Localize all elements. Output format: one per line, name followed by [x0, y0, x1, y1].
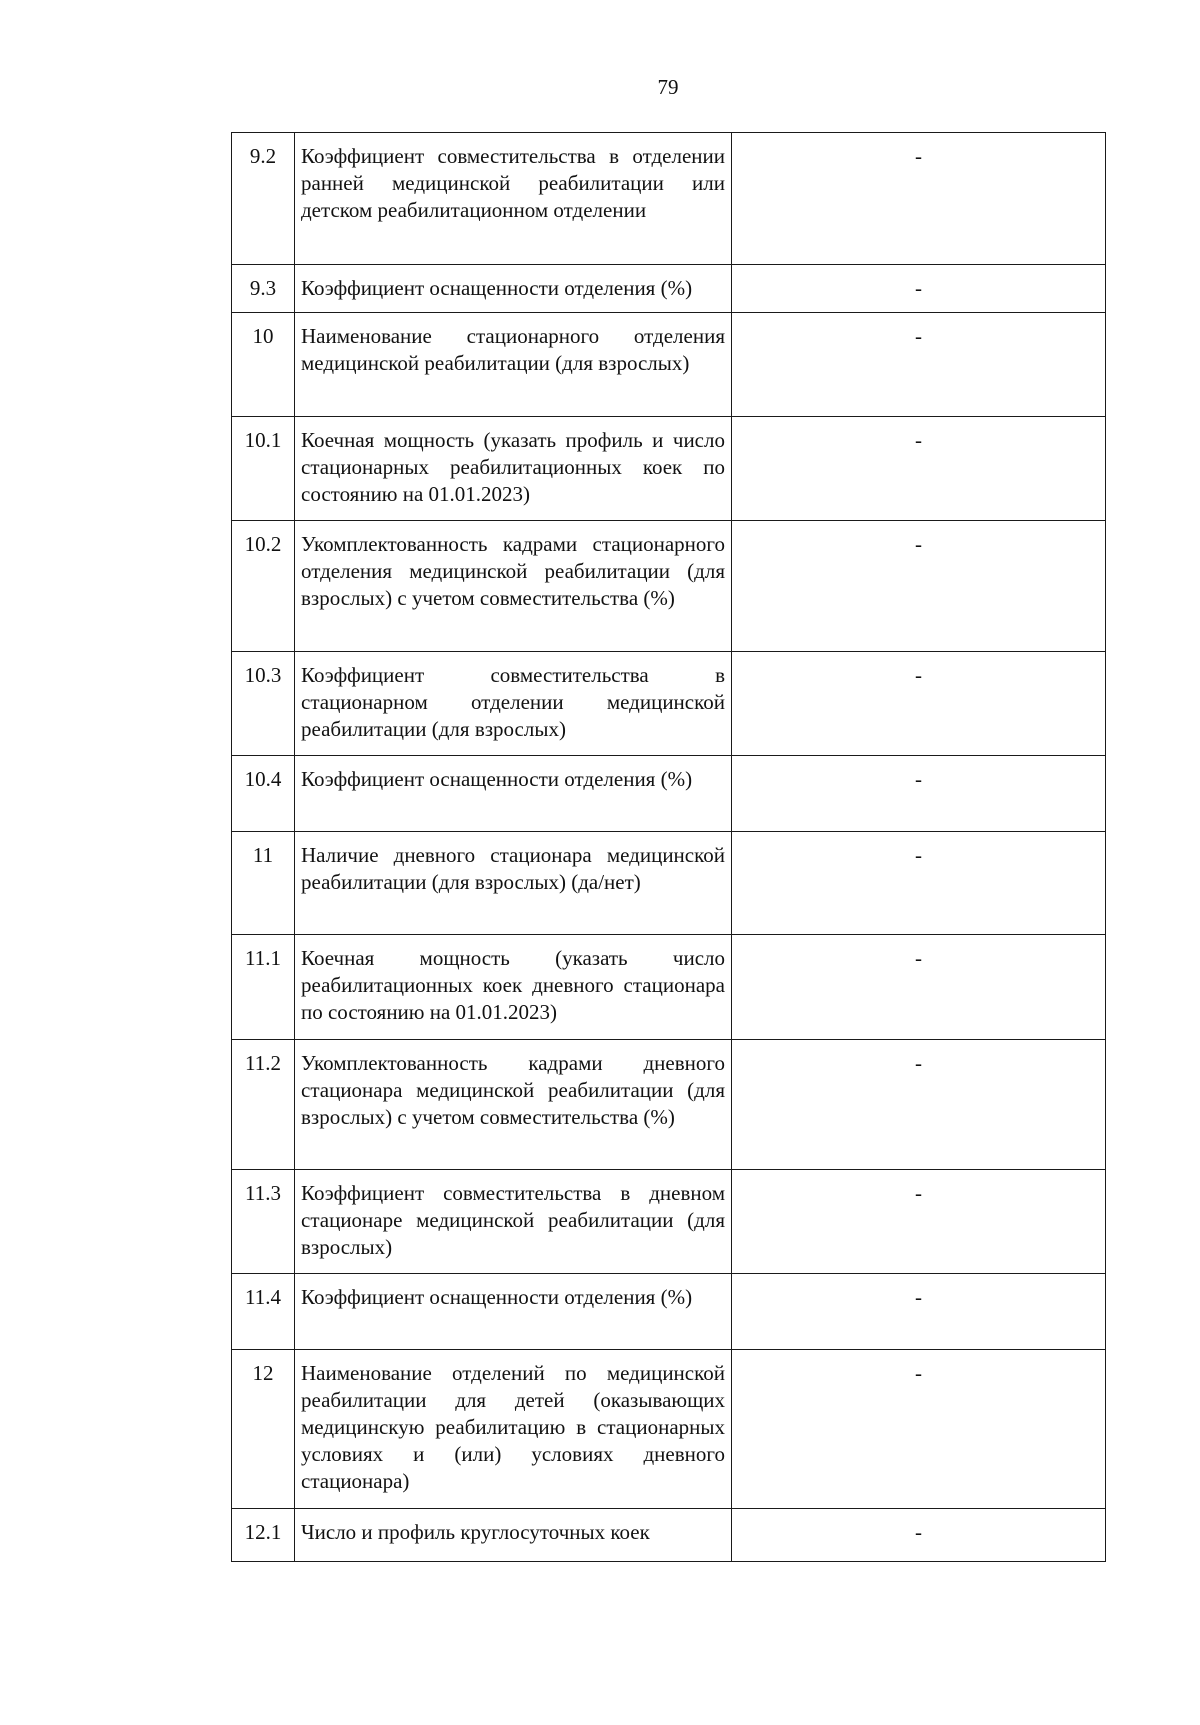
row-number: 12.1: [232, 1509, 295, 1562]
row-text: Коэффициент совместительства в дневном стационаре медицинской реабилитации (для взрослых): [295, 1170, 732, 1274]
table-row: [232, 1274, 1106, 1350]
row-text: Укомплектованность кадрами стационарного отделения медицинской реабилитации (для взрослых) с учетом совместительства (%): [295, 521, 732, 652]
row-value: -: [732, 1509, 1106, 1562]
table-row: [232, 133, 1106, 265]
row-value: -: [732, 1350, 1106, 1509]
table-row: [232, 1040, 1106, 1170]
row-number: 10.1: [232, 417, 295, 521]
row-number: 10.4: [232, 756, 295, 832]
table-row: [232, 313, 1106, 417]
row-value: -: [732, 265, 1106, 313]
table-row: [232, 832, 1106, 935]
row-text: Коечная мощность (указать число реабилитационных коек дневного стационара по состоянию на 01.01.2023): [295, 935, 732, 1040]
table-row: [232, 935, 1106, 1040]
row-text: Наличие дневного стационара медицинской реабилитации (для взрослых) (да/нет): [295, 832, 732, 935]
table-row: [232, 417, 1106, 521]
row-number: 11.1: [232, 935, 295, 1040]
row-value: -: [732, 652, 1106, 756]
row-value: -: [732, 313, 1106, 417]
table-row: [232, 1170, 1106, 1274]
row-number: 12: [232, 1350, 295, 1509]
row-number: 10.3: [232, 652, 295, 756]
table-row: [232, 756, 1106, 832]
table-row: [232, 1509, 1106, 1562]
row-value: -: [732, 1274, 1106, 1350]
row-text: Укомплектованность кадрами дневного стационара медицинской реабилитации (для взрослых) с учетом совместительства (%): [295, 1040, 732, 1170]
row-value: -: [732, 1170, 1106, 1274]
row-number: 11.2: [232, 1040, 295, 1170]
row-text: Наименование стационарного отделения медицинской реабилитации (для взрослых): [295, 313, 732, 417]
row-value: -: [732, 832, 1106, 935]
row-value: -: [732, 935, 1106, 1040]
row-text: Коэффициент оснащенности отделения (%): [295, 756, 732, 832]
indicator-table: [231, 132, 1106, 1562]
row-number: 11.4: [232, 1274, 295, 1350]
row-text: Коэффициент совместительства в стационарном отделении медицинской реабилитации (для взрослых): [295, 652, 732, 756]
row-text: Число и профиль круглосуточных коек: [295, 1509, 732, 1562]
row-value: -: [732, 1040, 1106, 1170]
row-value: -: [732, 521, 1106, 652]
row-number: 9.3: [232, 265, 295, 313]
row-text: Коэффициент оснащенности отделения (%): [295, 265, 732, 313]
table-row: [232, 1350, 1106, 1509]
row-number: 10: [232, 313, 295, 417]
row-value: -: [732, 133, 1106, 265]
row-value: -: [732, 756, 1106, 832]
row-value: -: [732, 417, 1106, 521]
row-text: Наименование отделений по медицинской реабилитации для детей (оказывающих медицинскую реабилитацию в стационарных условиях и (или) условиях дневного стационара): [295, 1350, 732, 1509]
table-row: [232, 521, 1106, 652]
row-text: Коечная мощность (указать профиль и число стационарных реабилитационных коек по состоянию на 01.01.2023): [295, 417, 732, 521]
row-number: 11: [232, 832, 295, 935]
table-row: [232, 265, 1106, 313]
row-number: 11.3: [232, 1170, 295, 1274]
table-row: [232, 652, 1106, 756]
row-number: 10.2: [232, 521, 295, 652]
row-text: Коэффициент совместительства в отделении ранней медицинской реабилитации или детском реабилитационном отделении: [295, 133, 732, 265]
row-number: 9.2: [232, 133, 295, 265]
row-text: Коэффициент оснащенности отделения (%): [295, 1274, 732, 1350]
page-number: 79: [657, 75, 679, 99]
